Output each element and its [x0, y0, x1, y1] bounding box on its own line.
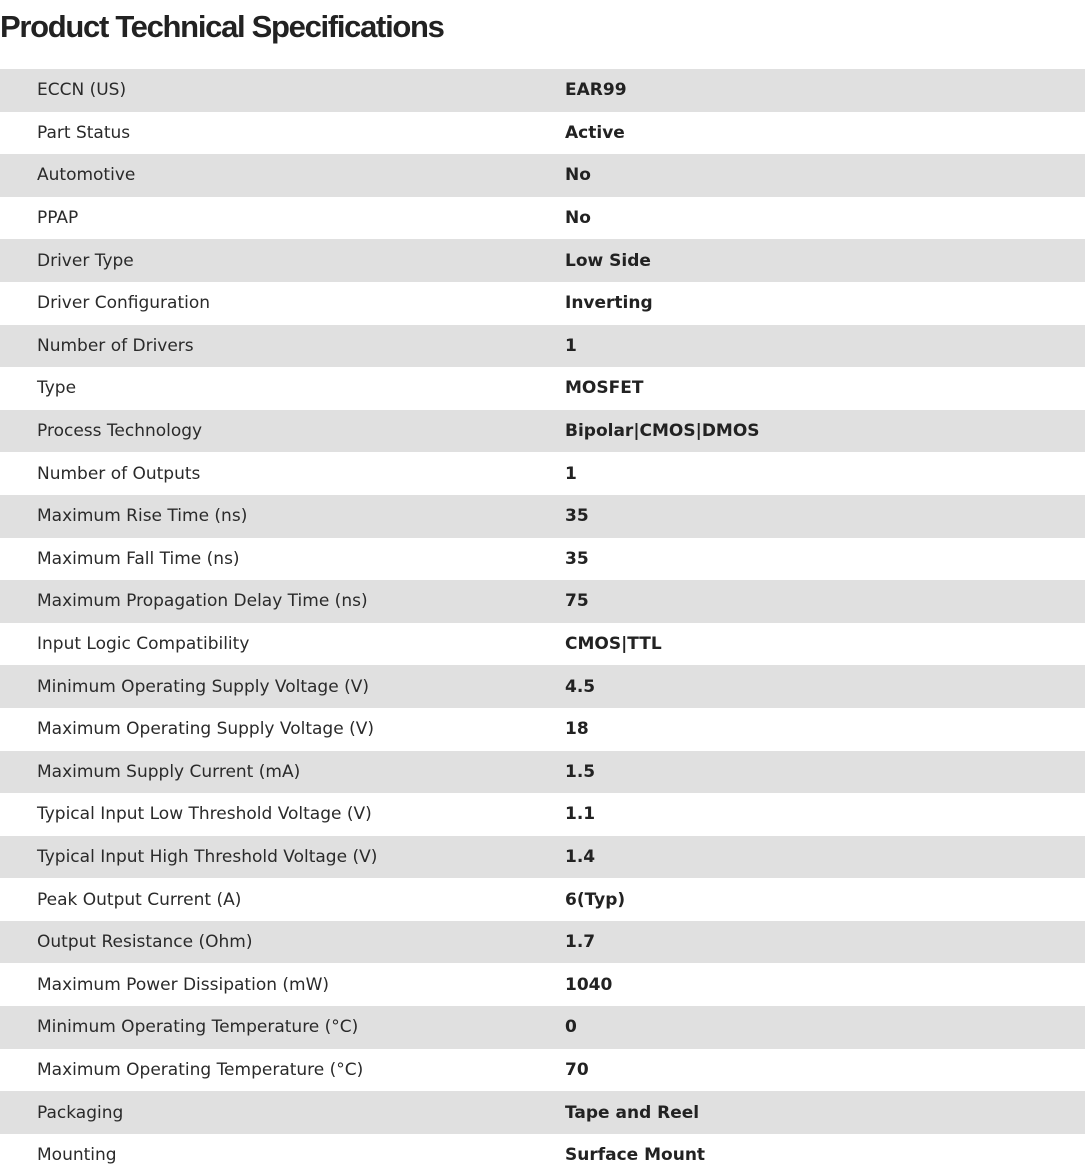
spec-row	[0, 282, 1085, 325]
spec-value: Inverting	[565, 293, 653, 314]
spec-row	[0, 538, 1085, 581]
spec-value: No	[565, 208, 591, 229]
spec-label: Minimum Operating Supply Voltage (V)	[37, 676, 369, 697]
spec-row	[0, 325, 1085, 368]
spec-label: Maximum Propagation Delay Time (ns)	[37, 591, 368, 612]
spec-label: PPAP	[37, 208, 79, 229]
spec-value: 1040	[565, 974, 613, 995]
spec-row	[0, 1134, 1085, 1176]
spec-value: 70	[565, 1059, 589, 1080]
spec-value: 6(Typ)	[565, 889, 626, 910]
spec-value: MOSFET	[565, 378, 644, 399]
spec-row	[0, 495, 1085, 538]
spec-value: 1.7	[565, 932, 596, 953]
spec-value: 1	[565, 335, 577, 356]
spec-label: Input Logic Compatibility	[37, 634, 250, 655]
spec-value: 1.4	[565, 846, 596, 867]
spec-value: Bipolar|CMOS|DMOS	[565, 421, 760, 442]
spec-value: Low Side	[565, 250, 651, 271]
spec-table-body	[0, 69, 1085, 1176]
spec-label: Maximum Operating Temperature (°C)	[37, 1059, 364, 1080]
spec-row	[0, 1091, 1085, 1134]
spec-row	[0, 921, 1085, 964]
spec-row	[0, 751, 1085, 794]
spec-value: Tape and Reel	[565, 1102, 700, 1123]
spec-value: No	[565, 165, 591, 186]
spec-value: 35	[565, 548, 589, 569]
spec-row	[0, 665, 1085, 708]
spec-label: Automotive	[37, 165, 136, 186]
spec-row	[0, 154, 1085, 197]
spec-label: Maximum Rise Time (ns)	[37, 506, 248, 527]
spec-value: 4.5	[565, 676, 596, 697]
spec-label: Process Technology	[37, 421, 203, 442]
spec-value: 75	[565, 591, 589, 612]
spec-row	[0, 367, 1085, 410]
spec-label: Mounting	[37, 1145, 117, 1166]
spec-value: 35	[565, 506, 589, 527]
spec-value: CMOS|TTL	[565, 634, 662, 655]
spec-row	[0, 197, 1085, 240]
spec-row	[0, 963, 1085, 1006]
spec-row	[0, 580, 1085, 623]
spec-label: Number of Drivers	[37, 335, 194, 356]
spec-label: Maximum Supply Current (mA)	[37, 761, 301, 782]
spec-row	[0, 1049, 1085, 1092]
spec-row	[0, 410, 1085, 453]
spec-value: 1.5	[565, 761, 596, 782]
spec-row	[0, 878, 1085, 921]
spec-label: Packaging	[37, 1102, 124, 1123]
spec-label: Maximum Fall Time (ns)	[37, 548, 240, 569]
spec-label: Output Resistance (Ohm)	[37, 932, 253, 953]
spec-label: Driver Configuration	[37, 293, 211, 314]
spec-label: Number of Outputs	[37, 463, 201, 484]
spec-value: Surface Mount	[565, 1145, 706, 1166]
spec-value: 18	[565, 719, 589, 740]
spec-value: 1	[565, 463, 577, 484]
spec-label: Driver Type	[37, 250, 134, 271]
spec-table	[0, 69, 1085, 1176]
spec-row	[0, 1006, 1085, 1049]
spec-row	[0, 69, 1085, 112]
spec-value: EAR99	[565, 80, 627, 101]
spec-value: 1.1	[565, 804, 596, 825]
spec-label: Maximum Operating Supply Voltage (V)	[37, 719, 374, 740]
spec-value: 0	[565, 1017, 577, 1038]
spec-row	[0, 708, 1085, 751]
page-title: Product Technical Specifications	[0, 9, 444, 44]
spec-label: Typical Input High Threshold Voltage (V)	[37, 846, 378, 867]
spec-value: Active	[565, 122, 625, 143]
spec-row	[0, 112, 1085, 155]
spec-row	[0, 623, 1085, 666]
spec-label: Peak Output Current (A)	[37, 889, 242, 910]
spec-label: Typical Input Low Threshold Voltage (V)	[37, 804, 372, 825]
spec-label: Type	[37, 378, 77, 399]
spec-row	[0, 452, 1085, 495]
spec-label: Minimum Operating Temperature (°C)	[37, 1017, 359, 1038]
spec-label: Maximum Power Dissipation (mW)	[37, 974, 330, 995]
spec-label: ECCN (US)	[37, 80, 127, 101]
spec-row	[0, 239, 1085, 282]
spec-row	[0, 836, 1085, 879]
spec-row	[0, 793, 1085, 836]
spec-label: Part Status	[37, 122, 131, 143]
